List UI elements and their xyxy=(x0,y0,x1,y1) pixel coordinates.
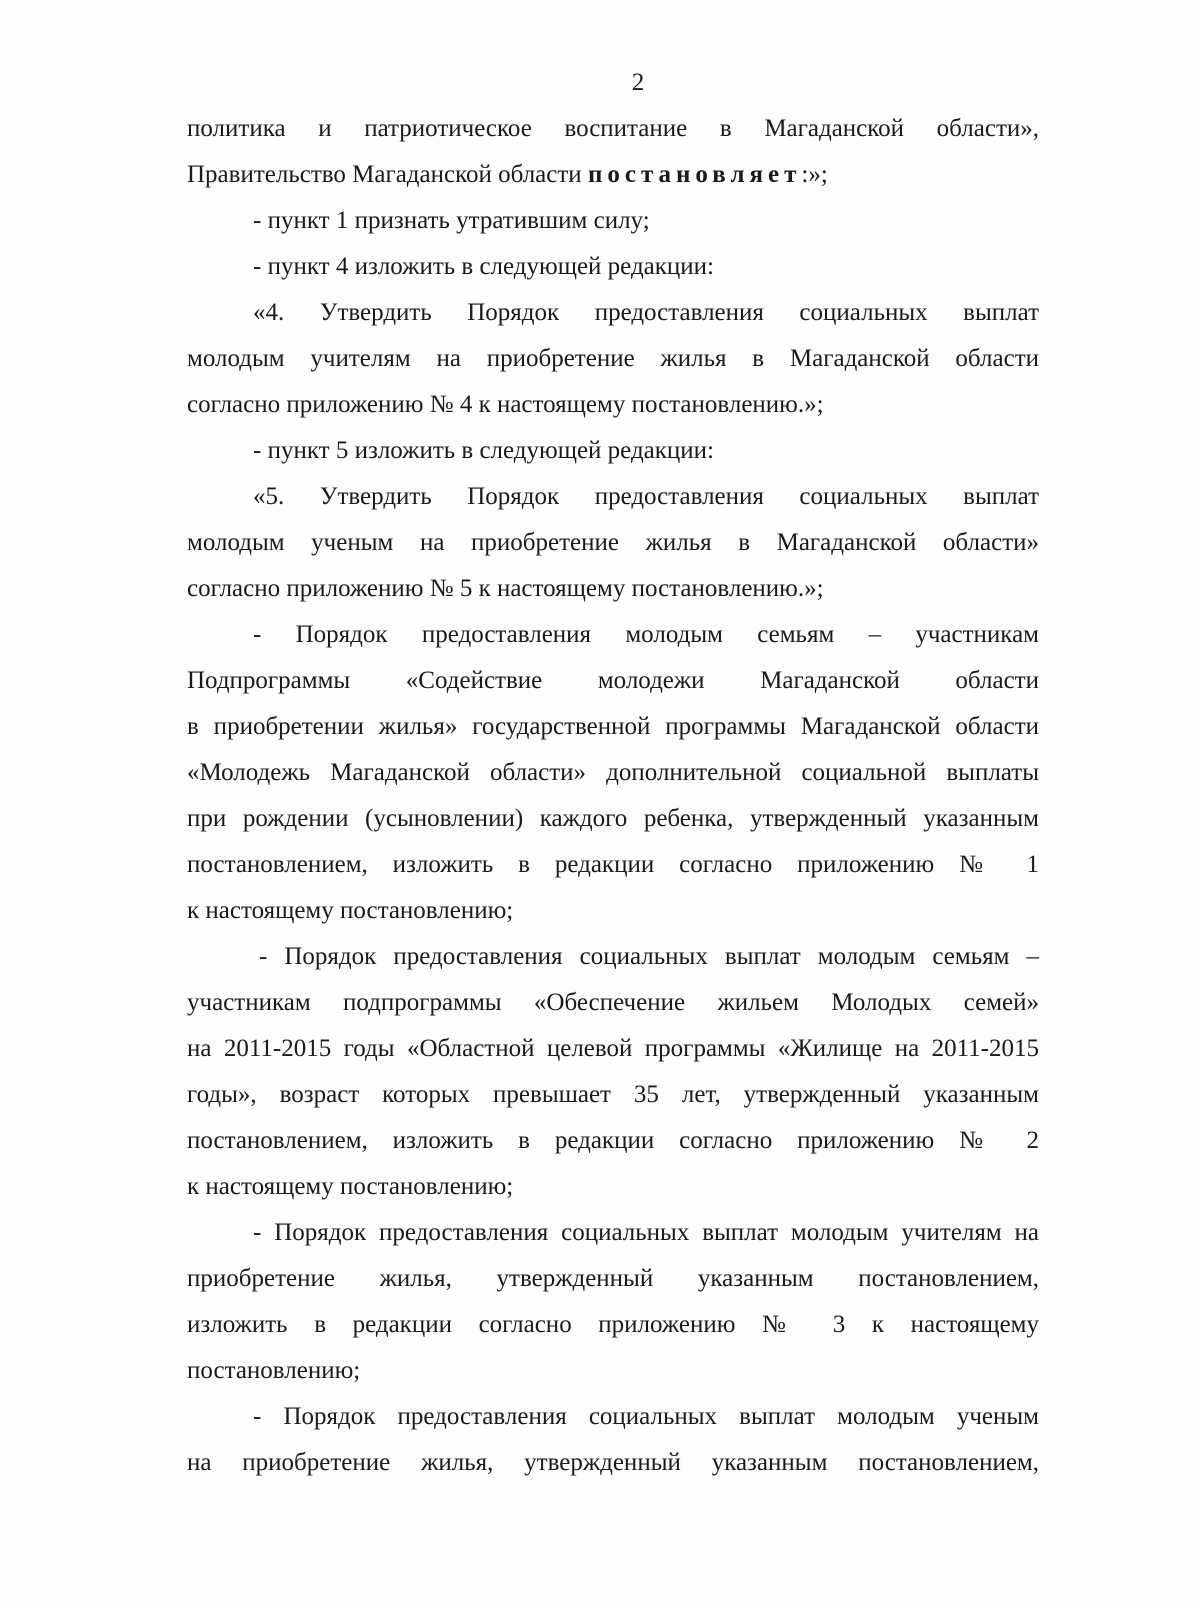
text-line: - Порядок предоставления социальных выплат молодым учителям на xyxy=(253,1219,1039,1246)
text-line: молодым учителям на приобретение жилья в Магаданской области xyxy=(187,345,1039,372)
document-body xyxy=(187,106,1039,1486)
text-span: :»; xyxy=(801,161,828,188)
text-line: годы», возраст которых превышает 35 лет, утвержденный указанным xyxy=(187,1081,1039,1108)
text-line: к настоящему постановлению; xyxy=(187,1173,514,1200)
text-line: постановлению; xyxy=(187,1357,361,1384)
text-line: - Порядок предоставления молодым семьям – участникам xyxy=(253,621,1039,648)
text-line: на 2011-2015 годы «Областной целевой программы «Жилище на 2011-2015 xyxy=(187,1035,1039,1062)
text-line: политика и патриотическое воспитание в Магаданской области», xyxy=(187,115,1039,142)
text-line: «4. Утвердить Порядок предоставления социальных выплат xyxy=(253,299,1039,326)
text-line: - пункт 4 изложить в следующей редакции: xyxy=(253,253,714,280)
text-line: - Порядок предоставления социальных выплат молодым семьям – xyxy=(259,943,1039,970)
text-line: молодым ученым на приобретение жилья в Магаданской области» xyxy=(187,529,1039,556)
page-number: 2 xyxy=(631,69,645,96)
text-line: постановлением, изложить в редакции согласно приложению № 1 xyxy=(187,851,1039,878)
text-line: - пункт 5 изложить в следующей редакции: xyxy=(253,437,714,464)
text-line: постановлением, изложить в редакции согласно приложению № 2 xyxy=(187,1127,1039,1154)
text-line: согласно приложению № 5 к настоящему постановлению.»; xyxy=(187,575,824,602)
text-line: при рождении (усыновлении) каждого ребенка, утвержденный указанным xyxy=(187,805,1039,832)
text-line: согласно приложению № 4 к настоящему постановлению.»; xyxy=(187,391,824,418)
text-line: приобретение жилья, утвержденный указанным постановлением, xyxy=(187,1265,1039,1292)
emphasis-text: постановляет xyxy=(587,161,802,188)
text-line: Подпрограммы «Содействие молодежи Магаданской области xyxy=(187,667,1039,694)
text-line: на приобретение жилья, утвержденный указанным постановлением, xyxy=(187,1449,1039,1476)
text-line: - пункт 1 признать утратившим силу; xyxy=(253,207,650,234)
text-line: в приобретении жилья» государственной программы Магаданской области xyxy=(187,713,1039,740)
text-line: «5. Утвердить Порядок предоставления социальных выплат xyxy=(253,483,1039,510)
text-line: к настоящему постановлению; xyxy=(187,897,514,924)
text-line: «Молодежь Магаданской области» дополнительной социальной выплаты xyxy=(187,759,1039,786)
text-line xyxy=(187,152,1039,198)
text-line: изложить в редакции согласно приложению № 3 к настоящему xyxy=(187,1311,1039,1338)
text-line: - Порядок предоставления социальных выплат молодым ученым xyxy=(253,1403,1039,1430)
text-span: Правительство Магаданской области xyxy=(187,161,588,188)
text-line: участникам подпрограммы «Обеспечение жильем Молодых семей» xyxy=(187,989,1039,1016)
